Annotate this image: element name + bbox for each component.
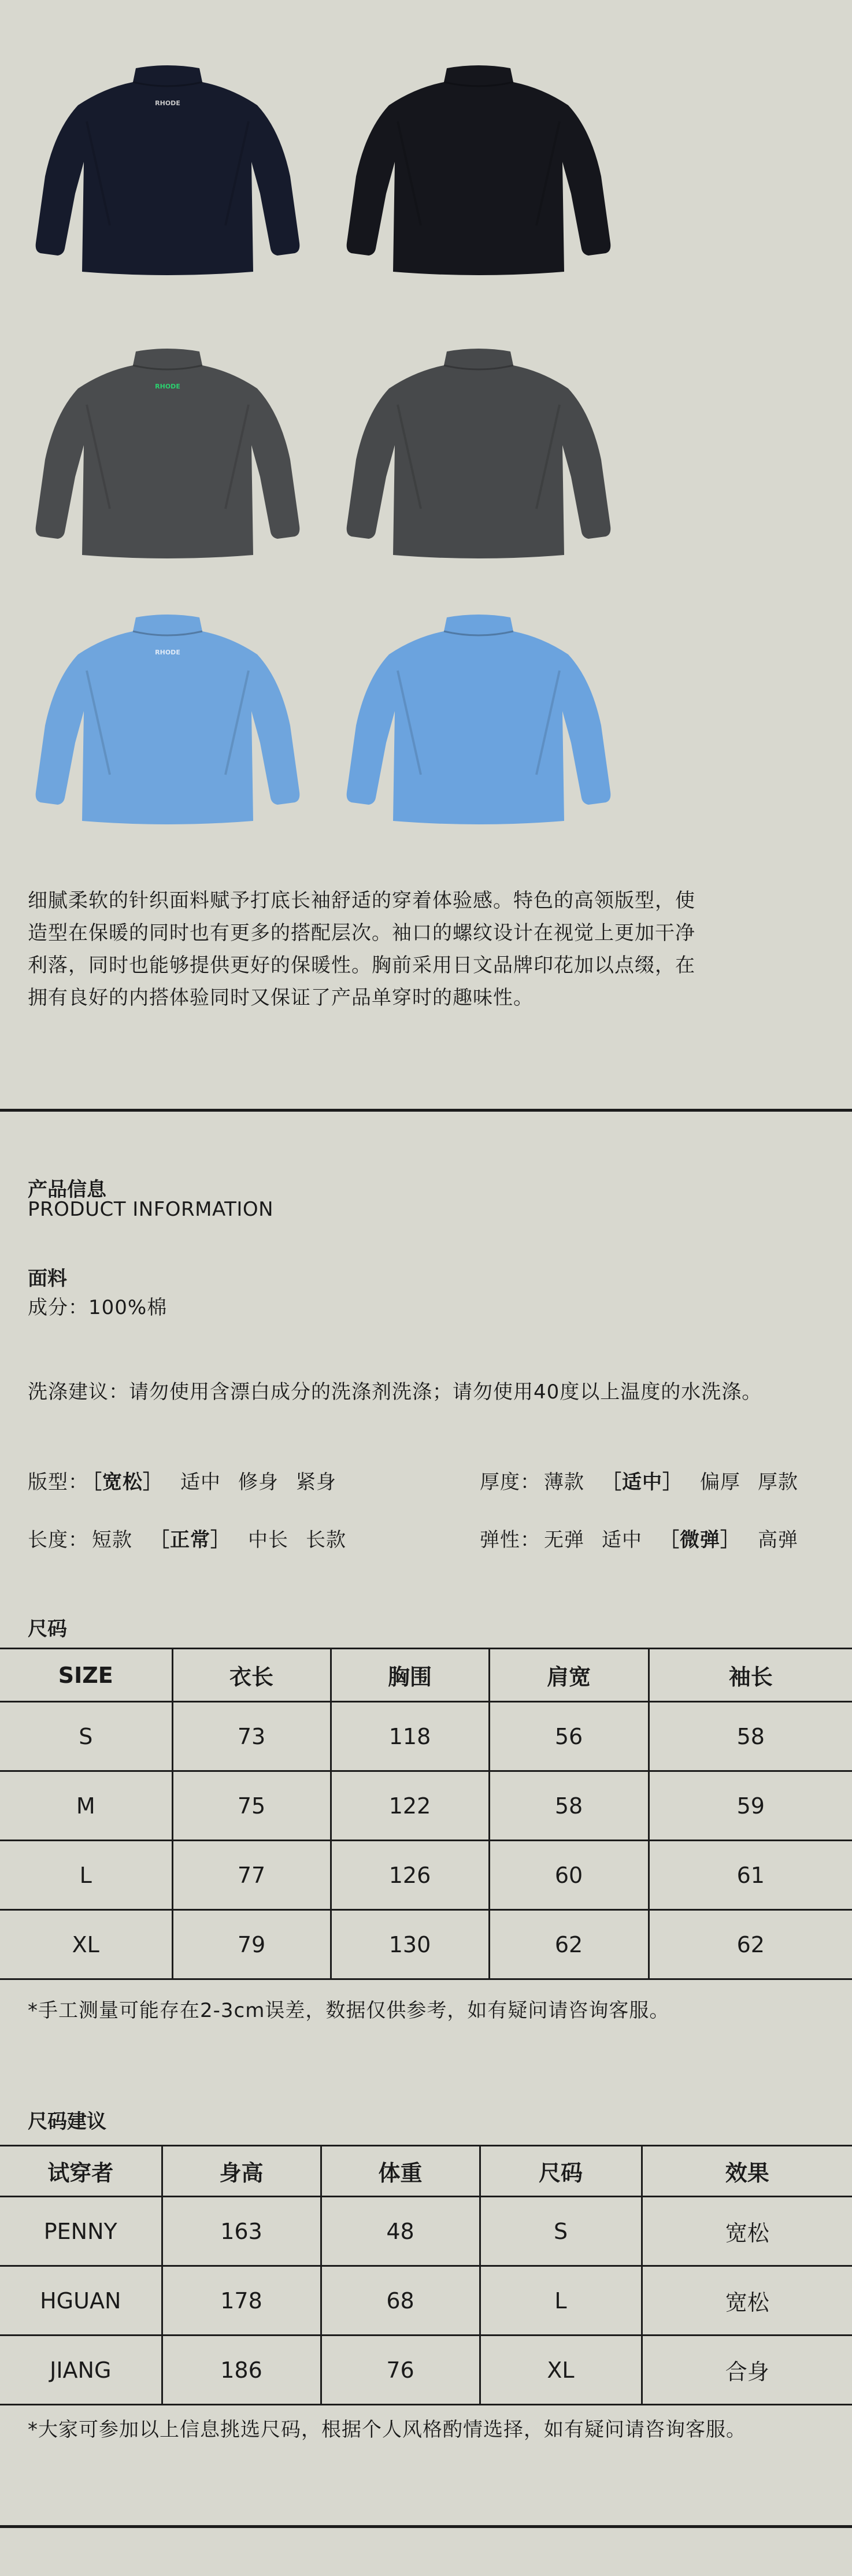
- elasticity-row: [480, 1524, 816, 1552]
- svg-text:RHODE: RHODE: [155, 383, 180, 390]
- table-header-cell: 效果: [642, 2146, 852, 2197]
- table-header-cell: 试穿者: [0, 2146, 162, 2197]
- elasticity-option: 高弹: [758, 1528, 798, 1552]
- table-cell: PENNY: [0, 2197, 162, 2266]
- size-chart-note: *手工测量可能存在2-3cm误差，数据仅供参考，如有疑问请咨询客服。: [28, 1999, 670, 2022]
- table-cell: JIANG: [0, 2336, 162, 2405]
- svg-text:RHODE: RHODE: [155, 649, 180, 656]
- table-cell: 186: [162, 2336, 321, 2405]
- table-cell: 59: [649, 1771, 852, 1841]
- fabric-label: 面料: [28, 1267, 67, 1290]
- table-header-row: [0, 2146, 852, 2197]
- length-option: 中长: [248, 1528, 288, 1552]
- size-chart-table: [0, 1648, 852, 1980]
- fit-row: [28, 1466, 354, 1494]
- table-row: [0, 2266, 852, 2336]
- table-cell: 60: [489, 1841, 649, 1910]
- product-image-black-back: [334, 52, 623, 295]
- table-cell: 163: [162, 2197, 321, 2266]
- thickness-option: 厚款: [758, 1471, 798, 1494]
- table-cell: 宽松: [642, 2266, 852, 2336]
- fit-option: 修身: [238, 1471, 279, 1494]
- length-option: 长款: [306, 1528, 346, 1552]
- table-cell: 56: [489, 1702, 649, 1771]
- thickness-option: 薄款: [544, 1471, 584, 1494]
- table-cell: S: [0, 1702, 172, 1771]
- thickness-option: 偏厚: [700, 1471, 740, 1494]
- table-cell: 76: [321, 2336, 480, 2405]
- table-header-cell: SIZE: [0, 1649, 172, 1702]
- table-cell: 178: [162, 2266, 321, 2336]
- wash-advice: 洗涤建议：请勿使用含漂白成分的洗涤剂洗涤；请勿使用40度以上温度的水洗涤。: [28, 1380, 762, 1404]
- table-row: [0, 1702, 852, 1771]
- size-advice-table: [0, 2145, 852, 2405]
- section-divider: [0, 1109, 852, 1112]
- svg-text:RHODE: RHODE: [155, 99, 180, 107]
- thickness-row: [480, 1466, 816, 1494]
- elasticity-option: 适中: [602, 1528, 642, 1552]
- table-cell: L: [0, 1841, 172, 1910]
- table-header-cell: 身高: [162, 2146, 321, 2197]
- length-row: [28, 1524, 364, 1552]
- table-header-cell: 衣长: [172, 1649, 331, 1702]
- table-cell: 68: [321, 2266, 480, 2336]
- table-cell: S: [480, 2197, 642, 2266]
- table-cell: 77: [172, 1841, 331, 1910]
- product-image-navy-front: [23, 52, 312, 295]
- fit-option: 适中: [180, 1471, 221, 1494]
- elasticity-option: 无弹: [544, 1528, 584, 1552]
- table-row: [0, 1910, 852, 1979]
- table-cell: 48: [321, 2197, 480, 2266]
- table-cell: XL: [480, 2336, 642, 2405]
- table-cell: 122: [331, 1771, 489, 1841]
- table-cell: 126: [331, 1841, 489, 1910]
- length-option: ［ 正常 ］: [150, 1528, 231, 1552]
- composition-text: 成分：100%棉: [28, 1296, 168, 1319]
- product-gallery: [0, 0, 852, 832]
- table-row: [0, 2197, 852, 2266]
- product-image-grey-front: [23, 335, 312, 578]
- table-cell: 118: [331, 1702, 489, 1771]
- bottom-divider: [0, 2525, 852, 2528]
- table-cell: 75: [172, 1771, 331, 1841]
- length-option: 短款: [92, 1528, 132, 1552]
- table-row: [0, 1771, 852, 1841]
- size-advice-note: *大家可参加以上信息挑选尺码，根据个人风格酌情选择，如有疑问请咨询客服。: [28, 2418, 746, 2441]
- table-cell: 宽松: [642, 2197, 852, 2266]
- thickness-label: 厚度：: [480, 1471, 540, 1494]
- elasticity-option: ［ 微弹 ］: [660, 1528, 740, 1552]
- table-cell: 79: [172, 1910, 331, 1979]
- table-cell: 130: [331, 1910, 489, 1979]
- table-header-cell: 尺码: [480, 2146, 642, 2197]
- table-cell: L: [480, 2266, 642, 2336]
- table-cell: 62: [649, 1910, 852, 1979]
- table-cell: 58: [489, 1771, 649, 1841]
- table-row: [0, 1841, 852, 1910]
- table-row: [0, 2336, 852, 2405]
- product-image-grey-back: [334, 335, 623, 578]
- table-header-cell: 袖长: [649, 1649, 852, 1702]
- fit-option: 紧身: [296, 1471, 336, 1494]
- table-header-cell: 胸围: [331, 1649, 489, 1702]
- table-cell: M: [0, 1771, 172, 1841]
- fit-label: 版型：: [28, 1471, 88, 1494]
- size-chart-title: 尺码: [28, 1618, 67, 1641]
- product-image-blue-front: [23, 601, 312, 844]
- table-cell: HGUAN: [0, 2266, 162, 2336]
- table-cell: 62: [489, 1910, 649, 1979]
- table-cell: XL: [0, 1910, 172, 1979]
- table-header-row: [0, 1649, 852, 1702]
- elasticity-label: 弹性：: [480, 1528, 540, 1552]
- product-info-title-en: PRODUCT INFORMATION: [28, 1198, 274, 1221]
- fit-option: ［ 宽松 ］: [92, 1471, 163, 1494]
- product-image-blue-back: [334, 601, 623, 844]
- table-cell: 58: [649, 1702, 852, 1771]
- length-label: 长度：: [28, 1528, 88, 1552]
- thickness-option: ［ 适中 ］: [602, 1471, 683, 1494]
- table-cell: 73: [172, 1702, 331, 1771]
- table-header-cell: 体重: [321, 2146, 480, 2197]
- table-header-cell: 肩宽: [489, 1649, 649, 1702]
- size-advice-title: 尺码建议: [28, 2110, 106, 2133]
- table-cell: 合身: [642, 2336, 852, 2405]
- table-cell: 61: [649, 1841, 852, 1910]
- product-description: 细腻柔软的针织面料赋予打底长袖舒适的穿着体验感。特色的高领版型，使造型在保暖的同时也有更多的搭配层次。袖口的螺纹设计在视觉上更加干净利落，同时也能够提供更好的保暖性。胸前采用日文品牌印花加以点缀，在拥有良好的内搭体验同时又保证了产品单穿时的趣味性。: [28, 889, 695, 1009]
- product-info-title: 产品信息: [28, 1178, 106, 1201]
